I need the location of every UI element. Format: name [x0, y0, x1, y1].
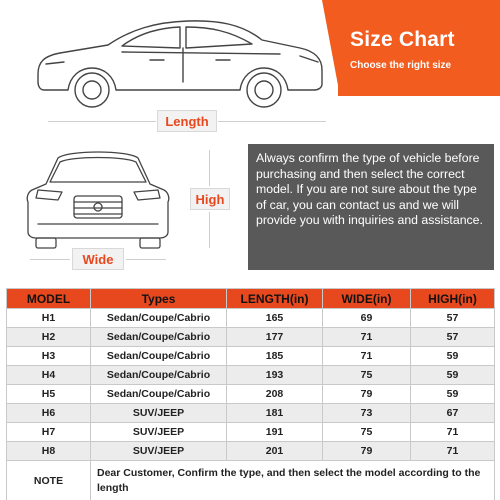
- note-row: [7, 461, 495, 500]
- table-row: [7, 328, 495, 347]
- note-label: NOTE: [7, 461, 91, 500]
- type-cell: Sedan/Coupe/Cabrio: [91, 366, 227, 385]
- wide-cell: 75: [323, 366, 411, 385]
- model-cell: H3: [7, 347, 91, 366]
- table-row: [7, 404, 495, 423]
- high-cell: 59: [411, 347, 495, 366]
- model-cell: H1: [7, 309, 91, 328]
- column-header-wide: WIDE(in): [323, 289, 411, 309]
- wide-cell: 79: [323, 385, 411, 404]
- length-cell: 181: [227, 404, 323, 423]
- high-cell: 59: [411, 366, 495, 385]
- high-arrow: [209, 212, 210, 248]
- model-cell: H5: [7, 385, 91, 404]
- wide-arrow: [126, 259, 166, 260]
- table-row: [7, 347, 495, 366]
- wide-label: Wide: [72, 248, 124, 270]
- model-cell: H8: [7, 442, 91, 461]
- length-cell: 165: [227, 309, 323, 328]
- table-row: [7, 366, 495, 385]
- length-cell: 208: [227, 385, 323, 404]
- length-cell: 193: [227, 366, 323, 385]
- length-arrow: [218, 121, 326, 122]
- high-cell: 67: [411, 404, 495, 423]
- wide-cell: 75: [323, 423, 411, 442]
- column-header-high: HIGH(in): [411, 289, 495, 309]
- wide-cell: 71: [323, 328, 411, 347]
- wide-arrow: [30, 259, 70, 260]
- column-header-model: MODEL: [7, 289, 91, 309]
- type-cell: Sedan/Coupe/Cabrio: [91, 328, 227, 347]
- model-cell: H4: [7, 366, 91, 385]
- model-cell: H6: [7, 404, 91, 423]
- table-row: [7, 442, 495, 461]
- high-label: High: [190, 188, 230, 210]
- table-row: [7, 423, 495, 442]
- length-label: Length: [157, 110, 217, 132]
- table-row: [7, 309, 495, 328]
- high-cell: 59: [411, 385, 495, 404]
- length-cell: 177: [227, 328, 323, 347]
- note-text: Dear Customer, Confirm the type, and then select the model according to the length: [91, 461, 495, 500]
- wide-cell: 71: [323, 347, 411, 366]
- length-cell: 185: [227, 347, 323, 366]
- length-arrow: [48, 121, 156, 122]
- table-header-row: [7, 289, 495, 309]
- high-arrow: [209, 150, 210, 186]
- column-header-length: LENGTH(in): [227, 289, 323, 309]
- type-cell: SUV/JEEP: [91, 423, 227, 442]
- banner-subtitle: Choose the right size: [350, 60, 452, 71]
- wide-cell: 73: [323, 404, 411, 423]
- info-text: Always confirm the type of vehicle before purchasing and then select the correct model. If you are not sure about the type of car, you can contact us and we will provide you with inquiries and assistance.: [256, 151, 483, 228]
- model-cell: H2: [7, 328, 91, 347]
- high-cell: 71: [411, 423, 495, 442]
- high-cell: 57: [411, 309, 495, 328]
- wide-cell: 79: [323, 442, 411, 461]
- type-cell: Sedan/Coupe/Cabrio: [91, 385, 227, 404]
- wide-cell: 69: [323, 309, 411, 328]
- size-table: [6, 288, 495, 500]
- car-front-view-illustration: [18, 140, 178, 250]
- type-cell: SUV/JEEP: [91, 442, 227, 461]
- length-cell: 191: [227, 423, 323, 442]
- column-header-types: Types: [91, 289, 227, 309]
- car-side-view-illustration: [30, 12, 330, 112]
- type-cell: Sedan/Coupe/Cabrio: [91, 309, 227, 328]
- banner-title: Size Chart: [350, 28, 455, 51]
- info-box: [248, 144, 494, 270]
- high-cell: 71: [411, 442, 495, 461]
- model-cell: H7: [7, 423, 91, 442]
- high-cell: 57: [411, 328, 495, 347]
- type-cell: SUV/JEEP: [91, 404, 227, 423]
- length-cell: 201: [227, 442, 323, 461]
- table-row: [7, 385, 495, 404]
- type-cell: Sedan/Coupe/Cabrio: [91, 347, 227, 366]
